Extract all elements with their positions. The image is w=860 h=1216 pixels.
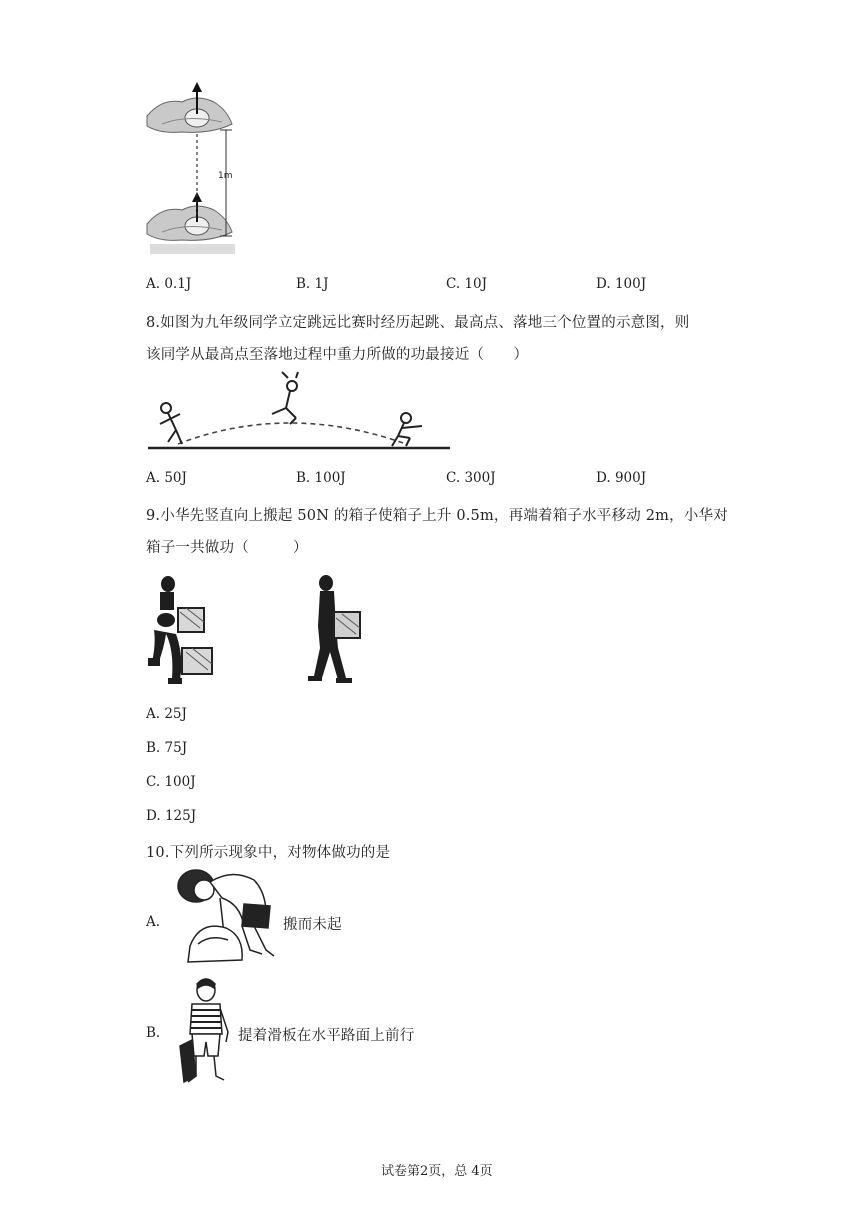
q10-option-b-letter[interactable]: B. <box>146 1025 161 1041</box>
option-letter: C. <box>446 470 461 486</box>
option-letter: B. <box>146 740 161 756</box>
option-letter: D. <box>596 276 611 292</box>
q8-option-c[interactable] <box>446 470 496 486</box>
q9-stem-line1 <box>146 504 728 525</box>
boy-carrying-skateboard-figure <box>176 976 236 1090</box>
q9-stem-line2: 箱子一共做功（ ） <box>146 540 308 556</box>
option-text: 10J <box>464 276 488 292</box>
option-letter: D. <box>596 470 611 486</box>
option-letter: A. <box>146 470 161 486</box>
page-footer: 试卷第2页，总 4页 <box>381 1164 493 1179</box>
option-letter: C. <box>146 774 161 790</box>
option-text: 50J <box>164 470 187 486</box>
option-letter: C. <box>446 276 461 292</box>
q10-option-b-caption: 提着滑板在水平路面上前行 <box>238 1028 415 1044</box>
option-text: 75J <box>164 740 188 756</box>
question-number: 10. <box>146 845 170 861</box>
distance-label: 1m <box>218 171 233 181</box>
egg-lift-figure <box>142 84 257 264</box>
q7-option-a[interactable] <box>146 276 191 292</box>
q9-option-c[interactable] <box>146 774 196 790</box>
q10-option-a-letter[interactable]: A. <box>146 914 161 930</box>
question-text: 如图为九年级同学立定跳远比赛时经历起跳、最高点、落地三个位置的示意图，则 <box>160 315 690 331</box>
woman-lifting-rock-figure <box>170 864 278 968</box>
q9-option-a[interactable] <box>146 706 187 722</box>
option-text: 25J <box>164 706 187 722</box>
q8-option-a[interactable] <box>146 470 187 486</box>
option-text: 100J <box>164 774 196 790</box>
question-number: 9. <box>146 508 161 524</box>
option-text: 100J <box>614 276 647 292</box>
box-lifting-figure <box>146 572 218 688</box>
q9-option-d[interactable] <box>146 808 196 824</box>
option-text: 125J <box>164 808 197 824</box>
option-letter: B. <box>296 276 311 292</box>
question-number: 8. <box>146 315 161 331</box>
q8-stem-line1 <box>146 311 689 332</box>
q8-option-b[interactable] <box>296 470 346 486</box>
option-text: 300J <box>464 470 496 486</box>
q7-option-b[interactable] <box>296 276 329 292</box>
option-text: 100J <box>314 470 346 486</box>
option-letter: B. <box>296 470 311 486</box>
box-carrying-figure <box>306 574 368 686</box>
question-text: 小华先竖直向上搬起 50N 的箱子使箱子上升 0.5m，再端着箱子水平移动 2m，小华对 <box>160 508 728 524</box>
q9-option-b[interactable] <box>146 740 187 756</box>
option-letter: A. <box>146 276 161 292</box>
q10-stem <box>146 841 390 862</box>
q7-option-d[interactable] <box>596 276 646 292</box>
question-text: 下列所示现象中，对物体做功的是 <box>169 845 391 861</box>
q10-option-a-caption: 搬而未起 <box>283 917 342 933</box>
option-text: 900J <box>614 470 647 486</box>
option-letter: A. <box>146 706 161 722</box>
long-jump-figure <box>148 372 450 454</box>
q8-option-d[interactable] <box>596 470 646 486</box>
option-text: 0.1J <box>164 276 192 292</box>
q8-stem-line2: 该同学从最高点至落地过程中重力所做的功最接近（ ） <box>146 347 529 363</box>
option-text: 1J <box>314 276 329 292</box>
option-letter: D. <box>146 808 161 824</box>
q7-option-c[interactable] <box>446 276 487 292</box>
